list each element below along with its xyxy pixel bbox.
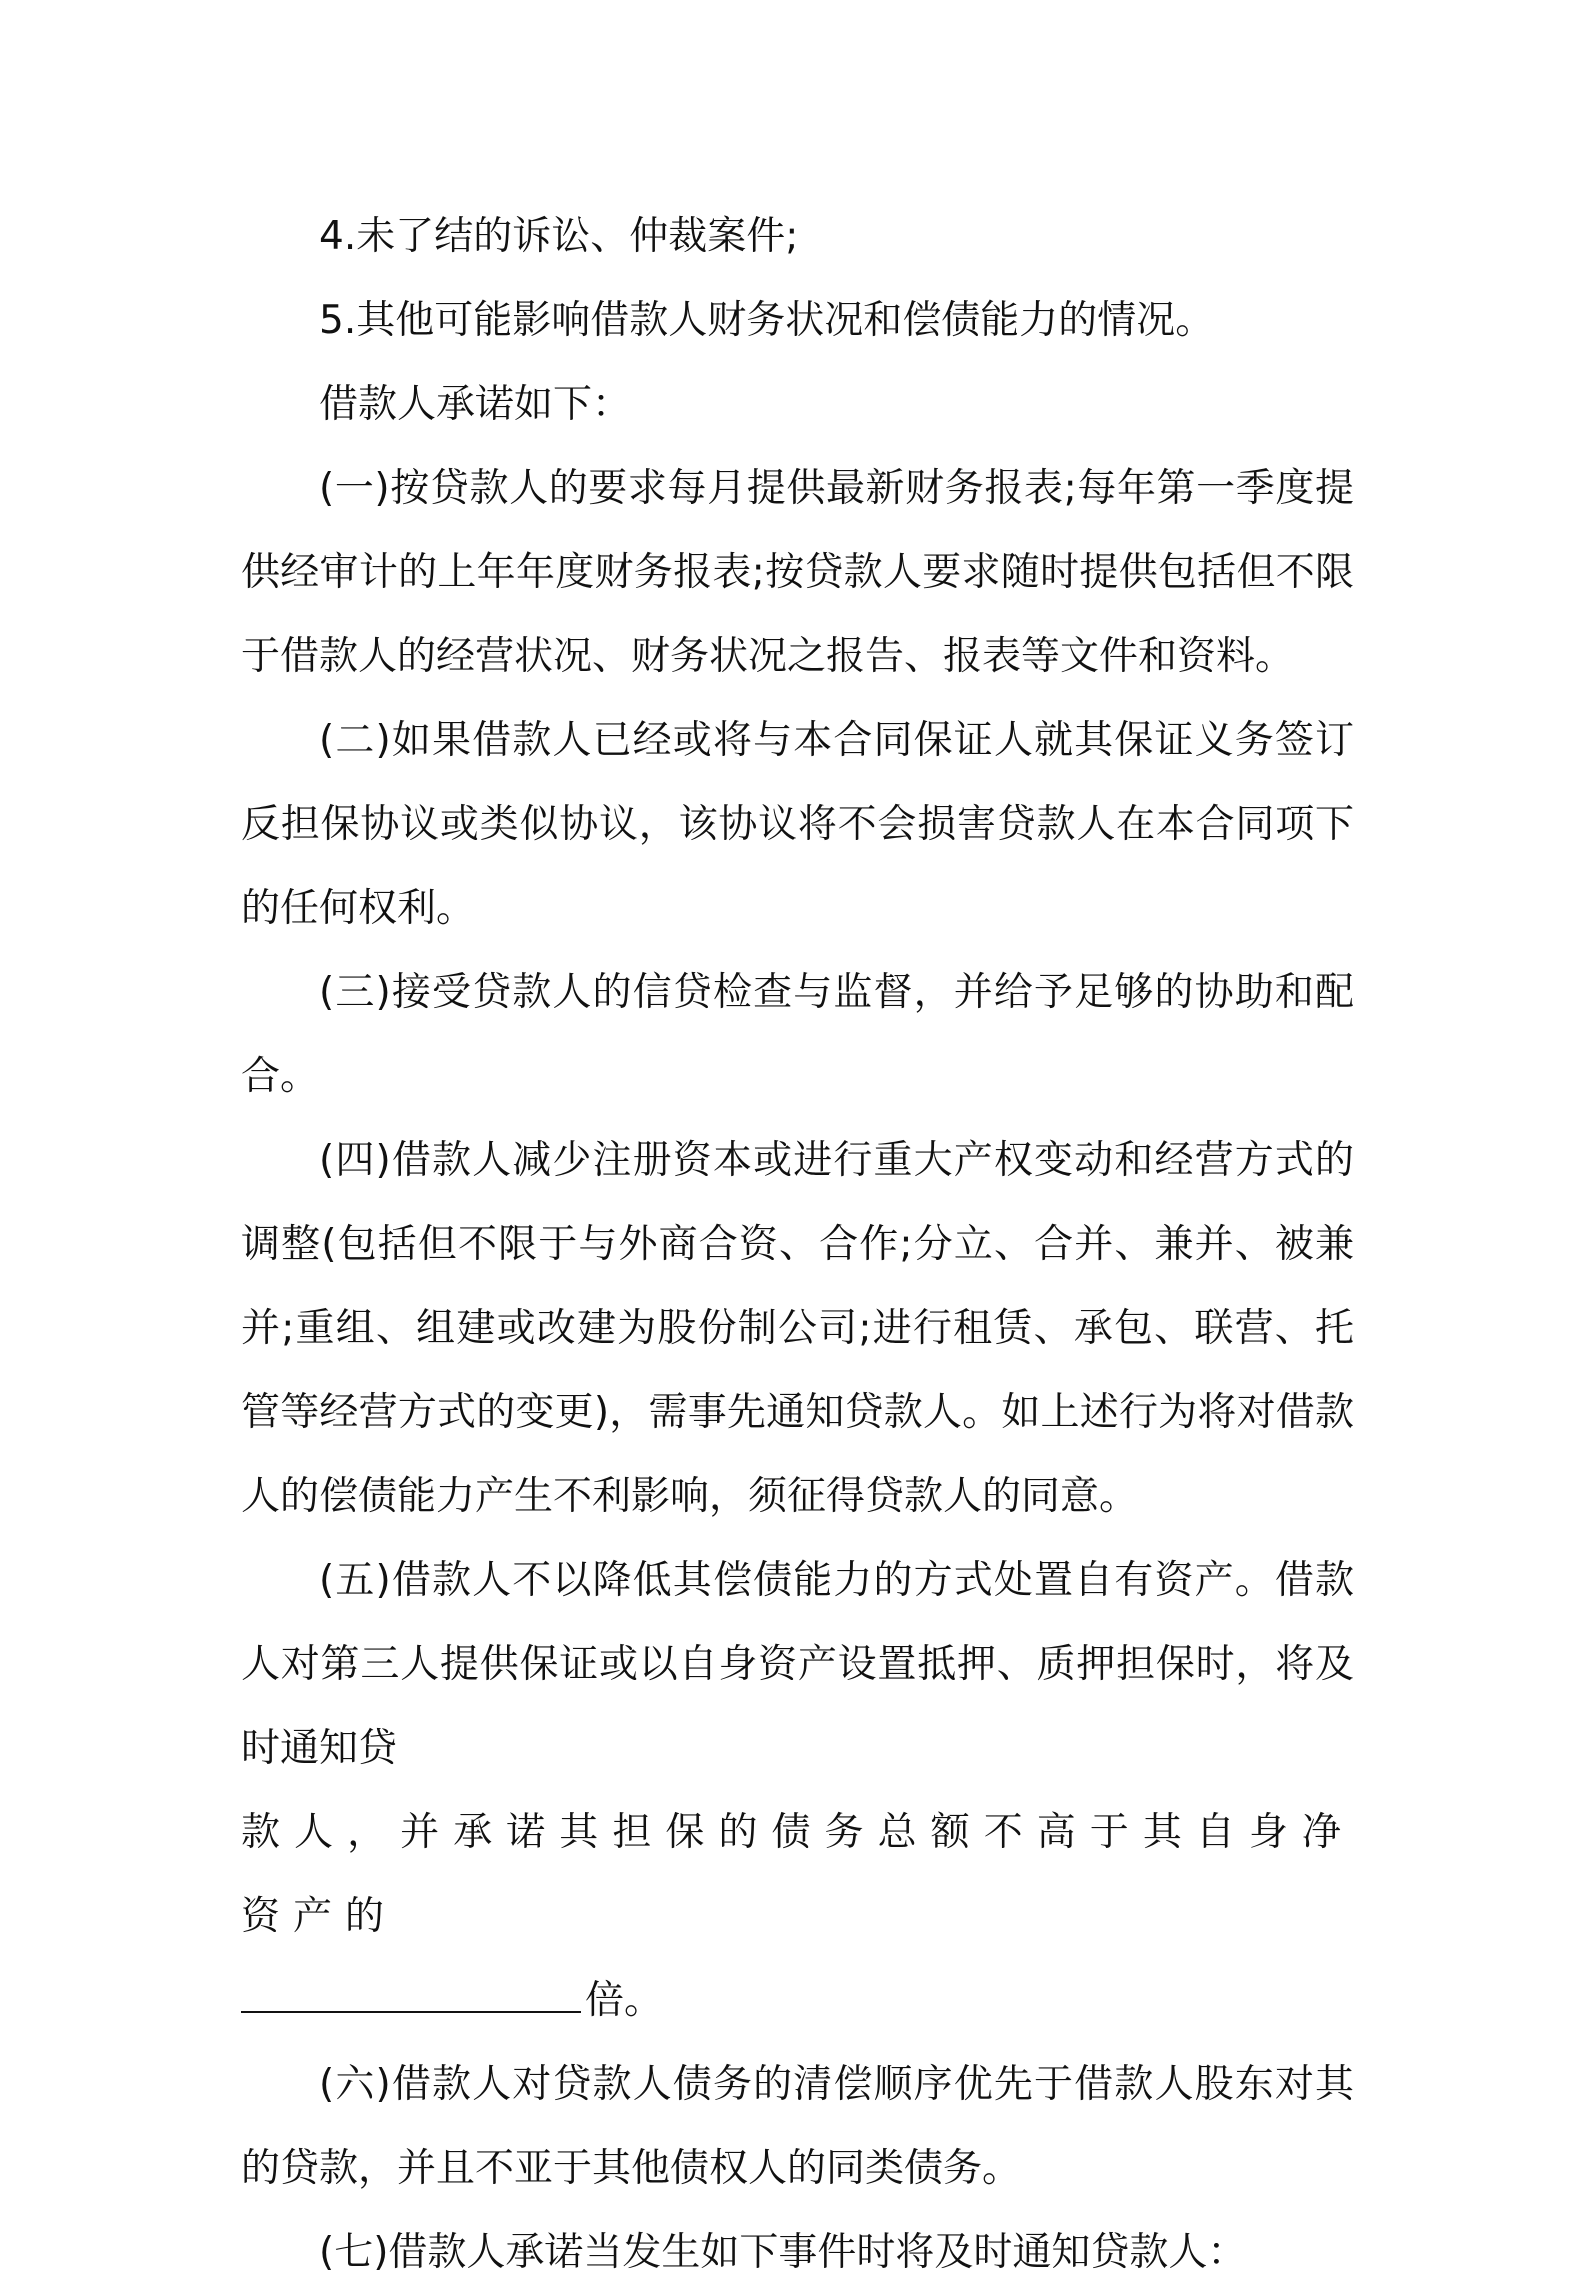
paragraph-clause-1: (一)按贷款人的要求每月提供最新财务报表;每年第一季度提供经审计的上年年度财务报表;按贷款人要求随时提供包括但不限于借款人的经营状况、财务状况之报告、报表等文件和资料。 [241, 466, 1354, 679]
paragraph-clause-6: (六)借款人对贷款人债务的清偿顺序优先于借款人股东对其的贷款，并且不亚于其他债权人的同类债务。 [241, 2062, 1354, 2191]
paragraph-clause-5 [241, 1539, 1354, 2043]
paragraph-clause-3: (三)接受贷款人的信贷检查与监督，并给予足够的协助和配合。 [241, 970, 1354, 1099]
paragraph-item-5: 5.其他可能影响借款人财务状况和偿债能力的情况。 [319, 298, 1215, 343]
paragraph-item-4: 4.未了结的诉讼、仲裁案件; [319, 214, 799, 259]
paragraph-clause-2: (二)如果借款人已经或将与本合同保证人就其保证义务签订反担保协议或类似协议，该协议将不会损害贷款人在本合同项下的任何权利。 [241, 718, 1354, 931]
paragraph-borrower-promise: 借款人承诺如下： [319, 382, 632, 427]
paragraph-clause-7: (七)借款人承诺当发生如下事件时将及时通知贷款人： [319, 2230, 1247, 2275]
paragraph-clause-5-start: (五)借款人不以降低其偿债能力的方式处置自有资产。借款人对第三人提供保证或以自身资产设置抵押、质押担保时，将及时通知贷 [241, 1558, 1354, 1771]
paragraph-clause-5-tail: 倍。 [585, 1978, 664, 2023]
document-body [241, 195, 1354, 2295]
fill-in-blank-line [241, 1973, 581, 2013]
paragraph-clause-4: (四)借款人减少注册资本或进行重大产权变动和经营方式的调整(包括但不限于与外商合资、合作;分立、合并、兼并、被兼并;重组、组建或改建为股份制公司;进行租赁、承包、联营、托管等经营方式的变更)，需事先通知贷款人。如上述行为将对借款人的偿债能力产生不利影响，须征得贷款人的同意。 [241, 1138, 1354, 1519]
paragraph-clause-5-spaced-line: 款人，并承诺其担保的债务总额不高于其自身净资产的 [241, 1810, 1354, 1939]
paragraph-clause-5-end [241, 1959, 1354, 2043]
